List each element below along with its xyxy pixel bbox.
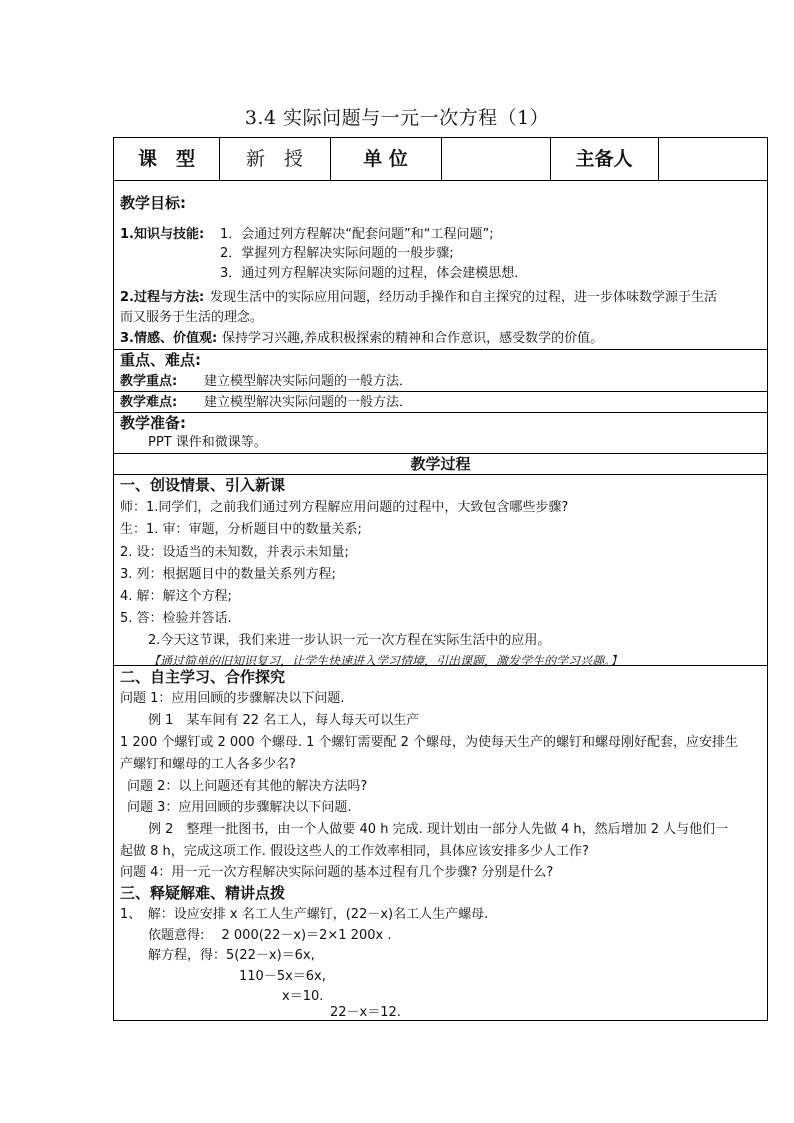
example-1-line: 例 1 某车间有 22 名工人，每人每天可以生产 <box>148 713 420 728</box>
difficulty-text: 建立模型解决实际问题的一般方法． <box>204 395 413 410</box>
lesson-plan-table <box>113 137 768 1021</box>
focus-label: 教学重点: <box>120 374 178 389</box>
question-4: 问题 4：用一元一次方程解决实际问题的基本过程有几个步骤? 分别是什么? <box>120 865 554 880</box>
example-2-line: 例 2 整理一批图书，由一个人做要 40 h 完成. 现计划由一部分人先做 4 h，然后增加 2 人与他们一 <box>148 822 729 837</box>
solution-line: x＝10. <box>282 989 324 1004</box>
example-2-line: 起做 8 h，完成这项工作. 假设这些人的工作效率相同，具体应该安排多少人工作? <box>120 844 589 859</box>
row-divider <box>114 349 767 350</box>
example-1-line: 1 200 个螺钉或 2 000 个螺母. 1 个螺钉需要配 2 个螺母，为使每天生产的螺钉和螺母刚好配套，应安排生 <box>120 735 739 750</box>
process-heading: 教学过程 <box>410 455 471 473</box>
course-type-value: 新 授 <box>245 148 303 170</box>
knowledge-label: 1.知识与技能: <box>120 227 205 242</box>
row-divider <box>114 453 767 454</box>
unit-label: 单 位 <box>363 148 408 170</box>
question-1: 问题 1：应用回顾的步骤解决以下问题. <box>120 691 345 706</box>
section-2-heading: 二、自主学习、合作探究 <box>120 668 286 686</box>
process-line: 2.今天这节课，我们来进一步认识一元一次方程在实际生活中的应用。 <box>148 633 551 648</box>
preparation-heading: 教学准备: <box>120 414 186 432</box>
row-divider <box>114 391 767 392</box>
solution-line: 解方程，得：5(22－x)＝6x, <box>148 948 315 963</box>
knowledge-item-1: 1．会通过列方程解决“配套问题”和“工程问题”; <box>220 227 494 242</box>
author-value <box>658 138 769 180</box>
row-divider <box>114 180 767 181</box>
process-line: 3. 列：根据题目中的数量关系列方程; <box>120 567 336 582</box>
question-2: 问题 2：以上问题还有其他的解决方法吗? <box>127 779 368 794</box>
solution-line: 110－5x＝6x, <box>239 969 326 984</box>
author-label: 主备人 <box>575 148 633 170</box>
process-line: 4. 解：解这个方程; <box>120 589 232 604</box>
solution-line: 1、 解：设应安排 x 名工人生产螺钉，(22－x)名工人生产螺母. <box>120 907 489 922</box>
teaching-note: 【通过简单的旧知识复习，让学生快速进入学习情境，引出课题，激发学生的学习兴趣。】 <box>148 654 623 668</box>
solution-line: 依题意得: 2 000(22－x)＝2×1 200x . <box>148 928 392 943</box>
course-type-label: 课 型 <box>137 148 195 170</box>
focus-text: 建立模型解决实际问题的一般方法． <box>204 374 413 389</box>
knowledge-item-2: 2．掌握列方程解决实际问题的一般步骤; <box>220 246 454 261</box>
process-line: 5. 答：检验并答话. <box>120 611 232 626</box>
knowledge-item-3: 3．通过列方程解决实际问题的过程，体会建模思想． <box>220 266 528 281</box>
process-method-label: 2.过程与方法: <box>120 290 205 305</box>
solution-line: 22－x＝12. <box>330 1005 401 1020</box>
objectives-heading: 教学目标: <box>120 194 186 212</box>
row-divider <box>114 412 767 413</box>
values-text: 保持学习兴趣,养成积极探索的精神和合作意识，感受数学的价值。 <box>222 331 604 346</box>
unit-value <box>441 138 550 180</box>
example-1-line: 产螺钉和螺母的工人各多少名? <box>120 757 296 772</box>
process-method-text: 发现生活中的实际应用问题，经历动手操作和自主探究的过程，进一步体味数学源于生活 <box>210 290 718 305</box>
process-line: 生：1. 审：审题，分析题目中的数量关系; <box>120 522 362 537</box>
process-method-text-cont: 而又服务于生活的理念。 <box>120 310 264 325</box>
preparation-text: PPT 课件和微课等。 <box>148 435 267 450</box>
values-label: 3.情感、价值观: <box>120 331 218 346</box>
page-title: 3.4 实际问题与一元一次方程（1） <box>244 107 550 129</box>
question-3: 问题 3：应用回顾的步骤解决以下问题. <box>127 800 352 815</box>
process-line: 2. 设：设适当的未知数，并表示未知量; <box>120 545 349 560</box>
row-divider <box>114 665 767 666</box>
process-line: 师：1.同学们，之前我们通过列方程解应用问题的过程中，大致包含哪些步骤? <box>120 500 569 515</box>
key-points-heading: 重点、难点: <box>120 351 201 369</box>
row-divider <box>114 474 767 475</box>
section-3-heading: 三、释疑解难、精讲点拨 <box>120 884 286 902</box>
difficulty-label: 教学难点: <box>120 395 178 410</box>
section-1-heading: 一、创设情景、引入新课 <box>120 476 286 494</box>
